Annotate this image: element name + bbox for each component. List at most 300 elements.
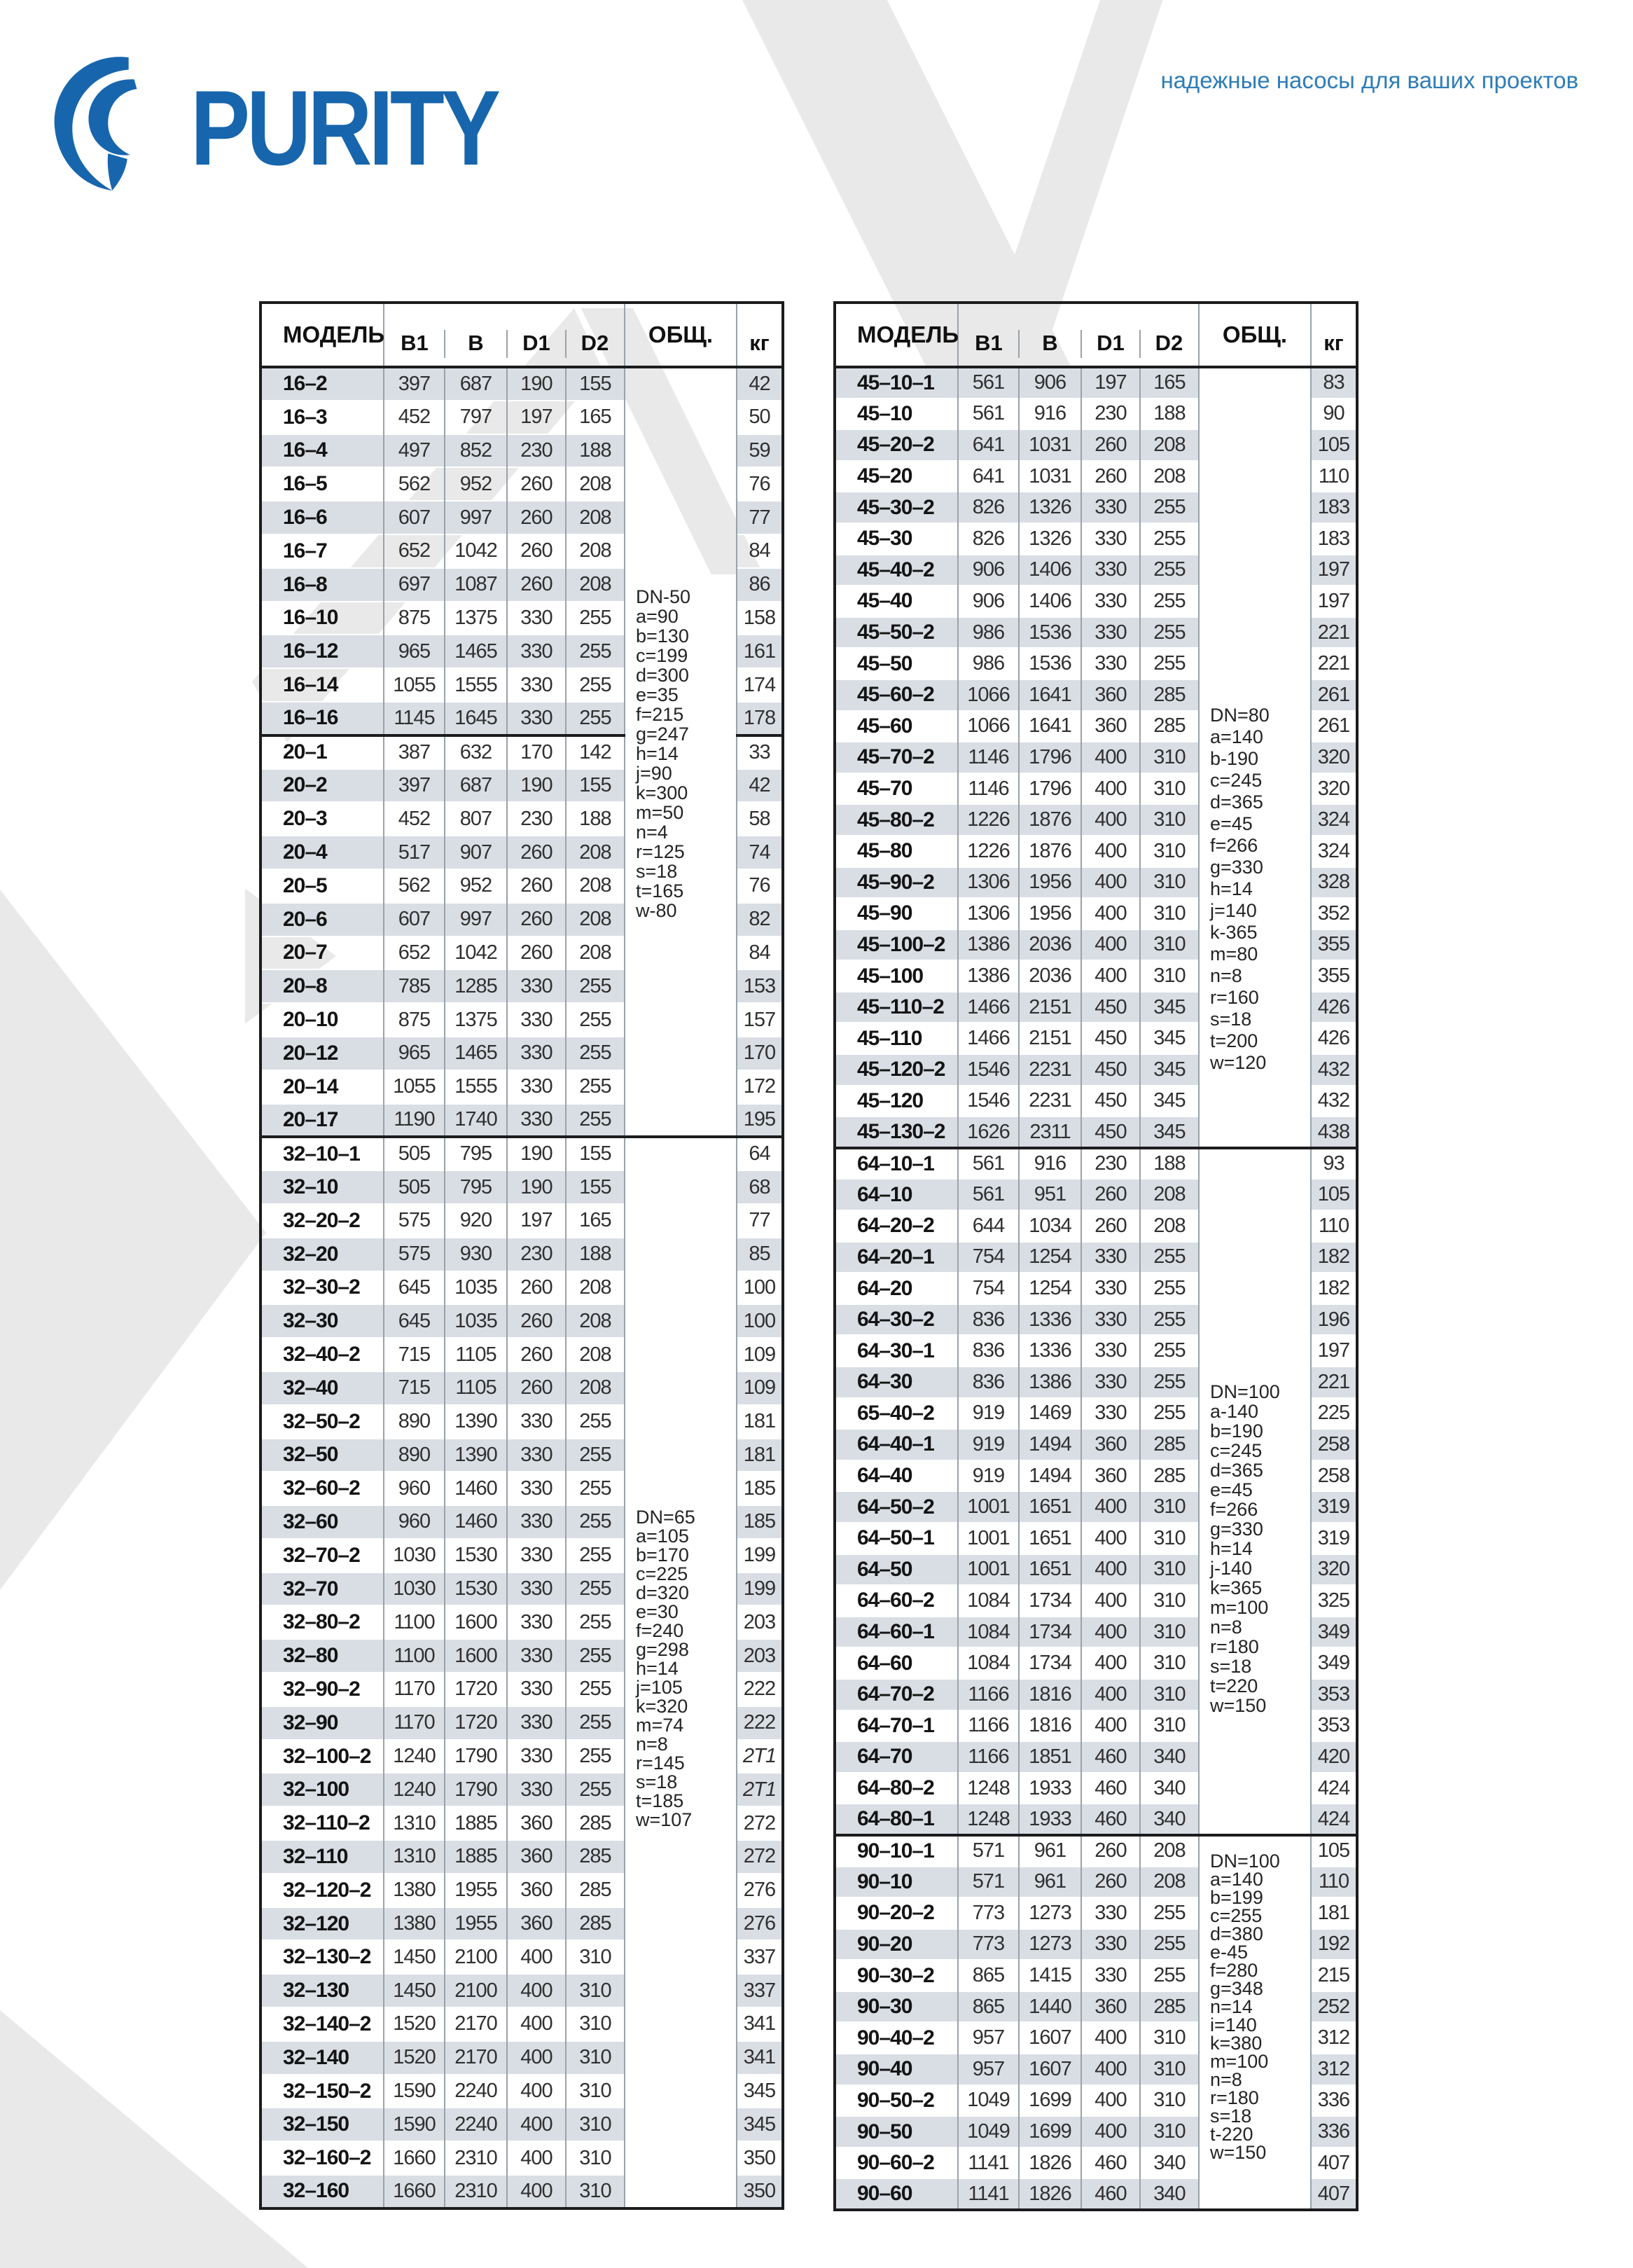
b-cell: 1406 [1019,555,1081,586]
b-cell: 1375 [445,1003,507,1037]
notes-line: w=150 [1210,1694,1267,1716]
b-cell: 1326 [1019,492,1081,523]
d2-cell: 255 [566,635,625,668]
d1-cell: 260 [507,1304,566,1338]
notes-line: t=185 [636,1790,684,1812]
b1-cell: 1226 [958,836,1019,867]
kg-cell: 153 [737,969,783,1003]
kg-cell: 174 [737,668,783,702]
kg-cell: 407 [1311,2178,1357,2210]
b-cell: 961 [1019,1835,1081,1867]
b1-cell: 1240 [384,1773,445,1806]
notes-line: DN=100 [1210,1381,1280,1402]
model-cell: 32–20–2 [260,1204,384,1238]
table-row [260,367,783,401]
model-cell: 64–70–1 [835,1710,958,1742]
d1-cell: 190 [507,367,566,401]
d2-cell: 255 [1140,523,1199,555]
notes-line: s=18 [636,1771,678,1793]
kg-cell: 2T1 [737,1740,783,1773]
d2-cell: 255 [1140,617,1199,649]
kg-cell: 328 [1311,867,1357,899]
d2-cell: 208 [566,1271,625,1305]
kg-cell: 337 [737,1940,783,1974]
notes-line: w=150 [1210,2141,1267,2163]
model-cell: 45–70–2 [835,742,958,773]
kg-cell: 183 [1311,492,1357,523]
d1-cell: 330 [507,1472,566,1505]
b1-cell: 865 [958,1991,1019,2023]
b-cell: 2231 [1019,1054,1081,1086]
d2-cell: 255 [1140,1367,1199,1398]
model-cell: 64–60–1 [835,1617,958,1648]
d2-cell: 310 [566,2108,625,2141]
model-cell: 20–2 [260,769,384,803]
b-cell: 1740 [445,1104,507,1138]
header-row [260,303,783,367]
notes-line: w-80 [636,900,677,921]
kg-cell: 424 [1311,1804,1357,1835]
d2-cell: 310 [1140,1679,1199,1710]
kg-cell: 276 [737,1907,783,1941]
kg-cell: 85 [737,1238,783,1271]
model-cell: 20–4 [260,836,384,869]
b1-cell: 754 [958,1242,1019,1273]
d2-cell: 208 [566,568,625,602]
d1-cell: 400 [1081,898,1140,929]
kg-cell: 261 [1311,679,1357,711]
column-header-kg: кг [1311,303,1357,367]
b1-cell: 505 [384,1170,445,1204]
b-cell: 1641 [1019,711,1081,742]
b1-cell: 1001 [958,1523,1019,1554]
b-cell: 1469 [1019,1398,1081,1430]
model-cell: 16–16 [260,702,384,735]
notes-line: a-140 [1210,1400,1259,1422]
model-cell: 20–1 [260,735,384,769]
d2-cell: 310 [1140,1523,1199,1554]
d2-cell: 310 [1140,773,1199,805]
kg-cell: 84 [737,534,783,568]
d1-cell: 460 [1081,2148,1140,2179]
d1-cell: 400 [1081,1585,1140,1617]
d1-cell: 400 [1081,1710,1140,1742]
model-cell: 45–50–2 [835,617,958,649]
b1-cell: 785 [384,969,445,1003]
notes-line: r=160 [1210,987,1259,1008]
notes-line: s=18 [1210,2105,1252,2127]
kg-cell: 161 [737,635,783,668]
notes-line: k=320 [636,1696,688,1717]
tagline: надежные насосы для ваших проектов [1160,67,1578,93]
purity-logo-icon [49,55,186,192]
b-cell: 1555 [445,668,507,702]
model-cell: 90–60 [835,2178,958,2210]
b1-cell: 1166 [958,1710,1019,1742]
d2-cell: 285 [566,1907,625,1941]
d2-cell: 255 [566,1037,625,1070]
d2-cell: 255 [566,1740,625,1773]
d2-cell: 255 [566,1572,625,1606]
d1-cell: 360 [1081,1991,1140,2023]
d1-cell: 460 [1081,1773,1140,1804]
model-cell: 32–150–2 [260,2075,384,2108]
kg-cell: 90 [1311,399,1357,430]
model-cell: 90–10 [835,1867,958,1898]
b-cell: 1956 [1019,898,1081,929]
b1-cell: 1546 [958,1086,1019,1117]
kg-cell: 76 [737,869,783,903]
b1-cell: 1310 [384,1840,445,1874]
d1-cell: 260 [507,1338,566,1371]
kg-cell: 105 [1311,1835,1357,1867]
d1-cell: 400 [507,2108,566,2141]
b-cell: 2310 [445,2175,507,2208]
d2-cell: 285 [566,1806,625,1840]
d2-cell: 208 [1140,1835,1199,1867]
d1-cell: 330 [507,602,566,635]
b-cell: 1955 [445,1907,507,1941]
model-cell: 16–7 [260,534,384,568]
model-cell: 16–3 [260,401,384,434]
d1-cell: 400 [1081,929,1140,961]
d1-cell: 400 [1081,1617,1140,1648]
d2-cell: 310 [1140,1585,1199,1617]
kg-cell: 83 [1311,367,1357,399]
model-cell: 32–70 [260,1572,384,1606]
b1-cell: 960 [384,1505,445,1539]
kg-cell: 355 [1311,960,1357,992]
b-cell: 795 [445,1170,507,1204]
d2-cell: 310 [1140,2054,1199,2085]
b1-cell: 836 [958,1367,1019,1398]
b1-cell: 1590 [384,2108,445,2141]
b1-cell: 562 [384,869,445,903]
kg-cell: 110 [1311,1867,1357,1898]
b-cell: 1336 [1019,1304,1081,1336]
model-cell: 45–110 [835,1023,958,1054]
kg-cell: 105 [1311,1179,1357,1210]
column-header-d1: D1 [507,303,566,367]
d2-cell: 155 [566,367,625,401]
notes-line: w=120 [1210,1052,1267,1073]
b-cell: 1885 [445,1840,507,1874]
kg-cell: 50 [737,401,783,434]
d2-cell: 208 [566,1338,625,1371]
model-cell: 90–20–2 [835,1897,958,1929]
b1-cell: 906 [958,586,1019,617]
model-cell: 32–70–2 [260,1539,384,1572]
notes-line: b=190 [1210,1420,1263,1441]
kg-cell: 196 [1311,1304,1357,1336]
d2-cell: 208 [1140,1179,1199,1210]
model-cell: 32–130–2 [260,1940,384,1974]
notes-line: j=140 [1210,900,1257,921]
model-cell: 20–10 [260,1003,384,1037]
d1-cell: 330 [507,1773,566,1806]
model-cell: 45–10 [835,399,958,430]
model-cell: 32–140–2 [260,2007,384,2041]
b-cell: 1600 [445,1639,507,1673]
d1-cell: 330 [507,635,566,668]
kg-cell: 320 [1311,1554,1357,1586]
notes-line: d=380 [1210,1923,1263,1944]
kg-cell: 319 [1311,1491,1357,1523]
kg-cell: 276 [737,1874,783,1907]
notes-line: s=18 [1210,1009,1252,1030]
b-cell: 852 [445,434,507,468]
b-cell: 1651 [1019,1491,1081,1523]
d2-cell: 255 [566,969,625,1003]
b-cell: 1465 [445,1037,507,1070]
column-header-d2: D2 [566,303,625,367]
b-cell: 1720 [445,1673,507,1706]
model-cell: 45–50 [835,648,958,679]
d2-cell: 142 [566,735,625,769]
b1-cell: 826 [958,492,1019,523]
d1-cell: 400 [1081,1523,1140,1554]
notes-line: m=100 [1210,2050,1269,2072]
notes-line: f=215 [636,704,684,725]
kg-cell: 77 [737,501,783,534]
b-cell: 1645 [445,702,507,735]
kg-cell: 350 [737,2141,783,2175]
model-cell: 45–60–2 [835,679,958,711]
notes-line: f=266 [1210,1498,1258,1520]
b1-cell: 571 [958,1867,1019,1898]
kg-cell: 320 [1311,742,1357,773]
b1-cell: 1049 [958,2085,1019,2117]
d2-cell: 208 [566,836,625,869]
b1-cell: 497 [384,434,445,468]
column-header-b1: B1 [958,303,1019,367]
model-cell: 32–160–2 [260,2141,384,2175]
b1-cell: 645 [384,1271,445,1305]
d2-cell: 255 [566,1405,625,1439]
d2-cell: 255 [566,1439,625,1472]
d1-cell: 260 [507,501,566,534]
d1-cell: 330 [507,1539,566,1572]
d2-cell: 255 [1140,492,1199,523]
b-cell: 916 [1019,1148,1081,1180]
b1-cell: 1310 [384,1806,445,1840]
d1-cell: 197 [507,1204,566,1238]
b1-cell: 1380 [384,1874,445,1907]
b-cell: 2151 [1019,1023,1081,1054]
b1-cell: 517 [384,836,445,869]
d2-cell: 255 [566,1706,625,1740]
d2-cell: 255 [566,702,625,735]
kg-cell: 86 [737,568,783,602]
d2-cell: 255 [566,1505,625,1539]
model-cell: 32–50 [260,1439,384,1472]
b1-cell: 960 [384,1472,445,1505]
notes-line: c=245 [1210,770,1263,791]
notes-line: k=300 [636,782,688,803]
b-cell: 1699 [1019,2116,1081,2148]
watermark-shape [0,890,266,1590]
column-header-obsh: ОБЩ. [1199,303,1311,367]
model-cell: 32–90–2 [260,1673,384,1706]
model-cell: 64–20–2 [835,1210,958,1242]
b1-cell: 1100 [384,1605,445,1639]
b-cell: 1876 [1019,836,1081,867]
b-cell: 1607 [1019,2054,1081,2085]
kg-cell: 355 [1311,929,1357,961]
d2-cell: 208 [566,467,625,501]
spec-table-left [259,301,784,2210]
d2-cell: 188 [566,1238,625,1271]
notes-line: h=14 [1210,1537,1253,1559]
kg-cell: 258 [1311,1429,1357,1460]
notes-line: b-190 [1210,748,1259,769]
notes-cell [625,367,737,1137]
model-cell: 45–30–2 [835,492,958,523]
notes-cell [1199,367,1311,1148]
notes-line: DN=100 [1210,1850,1280,1872]
b1-cell: 1001 [958,1491,1019,1523]
notes-line: n=8 [1210,2068,1242,2090]
d1-cell: 230 [507,434,566,468]
b-cell: 952 [445,467,507,501]
column-header-model: МОДЕЛЬ [260,303,384,367]
b-cell: 2036 [1019,929,1081,961]
d2-cell: 255 [1140,1335,1199,1367]
d1-cell: 330 [1081,1367,1140,1398]
d1-cell: 400 [1081,2022,1140,2054]
b-cell: 1790 [445,1740,507,1773]
notes-line: s=18 [1210,1655,1252,1677]
kg-cell: 59 [737,434,783,468]
b1-cell: 652 [384,534,445,568]
b1-cell: 754 [958,1273,1019,1304]
kg-cell: 182 [1311,1273,1357,1304]
b-cell: 1390 [445,1405,507,1439]
notes-line: k=380 [1210,2032,1263,2054]
d2-cell: 255 [566,1539,625,1572]
b-cell: 1273 [1019,1897,1081,1929]
model-cell: 45–80 [835,836,958,867]
model-cell: 64–30–1 [835,1335,958,1367]
b-cell: 1826 [1019,2148,1081,2179]
model-cell: 45–100 [835,960,958,992]
d2-cell: 165 [566,1204,625,1238]
d1-cell: 260 [507,869,566,903]
kg-cell: 324 [1311,804,1357,836]
b1-cell: 1306 [958,898,1019,929]
d1-cell: 450 [1081,1086,1140,1117]
model-cell: 64–60 [835,1647,958,1679]
b-cell: 951 [1019,1179,1081,1210]
spec-table-right [833,301,1358,2211]
notes-line: a=140 [1210,1868,1263,1890]
kg-cell: 181 [1311,1897,1357,1929]
d2-cell: 255 [566,1472,625,1505]
notes-line: c=225 [636,1563,688,1585]
kg-cell: 352 [1311,898,1357,929]
b-cell: 1406 [1019,586,1081,617]
d1-cell: 330 [507,1572,566,1606]
model-cell: 64–20 [835,1273,958,1304]
b1-cell: 641 [958,429,1019,461]
kg-cell: 195 [737,1104,783,1138]
b1-cell: 986 [958,617,1019,649]
d2-cell: 255 [1140,1242,1199,1273]
d1-cell: 400 [1081,836,1140,867]
kg-cell: 261 [1311,711,1357,742]
b-cell: 1254 [1019,1242,1081,1273]
b-cell: 2100 [445,1974,507,2007]
d1-cell: 400 [507,2141,566,2175]
d1-cell: 400 [1081,742,1140,773]
kg-cell: 33 [737,735,783,769]
b-cell: 1607 [1019,2022,1081,2054]
notes-line: w=107 [636,1809,693,1831]
b-cell: 1796 [1019,773,1081,805]
b1-cell: 561 [958,1179,1019,1210]
d2-cell: 255 [1140,1398,1199,1430]
model-cell: 64–60–2 [835,1585,958,1617]
kg-cell: 432 [1311,1086,1357,1117]
model-cell: 32–130 [260,1974,384,2007]
b-cell: 1851 [1019,1741,1081,1773]
b1-cell: 1386 [958,929,1019,961]
b-cell: 1031 [1019,461,1081,492]
notes-line: m=74 [636,1715,684,1736]
b-cell: 1530 [445,1572,507,1606]
d1-cell: 330 [507,1740,566,1773]
model-cell: 32–50–2 [260,1405,384,1439]
notes-line: h=14 [1210,878,1253,899]
b-cell: 1699 [1019,2085,1081,2117]
b-cell: 797 [445,401,507,434]
notes-line: e=45 [1210,813,1253,834]
model-cell: 16–2 [260,367,384,401]
kg-cell: 222 [737,1706,783,1740]
model-cell: 64–40 [835,1460,958,1492]
notes-line: g=330 [1210,1518,1263,1540]
b1-cell: 562 [384,467,445,501]
b-cell: 687 [445,367,507,401]
d2-cell: 208 [566,936,625,970]
d1-cell: 260 [1081,1835,1140,1867]
d2-cell: 285 [1140,1991,1199,2023]
kg-cell: 64 [737,1137,783,1170]
b-cell: 1031 [1019,429,1081,461]
model-cell: 45–90–2 [835,867,958,899]
notes-line: b=170 [636,1544,689,1566]
b-cell: 1494 [1019,1460,1081,1492]
b1-cell: 1450 [384,1974,445,2007]
notes-line: f=266 [1210,835,1258,856]
d2-cell: 255 [566,1070,625,1104]
model-cell: 90–60–2 [835,2148,958,2179]
kg-cell: 341 [737,2007,783,2041]
b1-cell: 1141 [958,2148,1019,2179]
notes-line: f=240 [636,1620,684,1642]
kg-cell: 341 [737,2041,783,2075]
d1-cell: 230 [507,1238,566,1271]
b-cell: 687 [445,769,507,803]
d1-cell: 400 [507,2175,566,2208]
model-cell: 45–80–2 [835,804,958,836]
d2-cell: 310 [566,1974,625,2007]
d2-cell: 310 [1140,929,1199,961]
d2-cell: 188 [566,434,625,468]
kg-cell: 324 [1311,836,1357,867]
b-cell: 916 [1019,399,1081,430]
table-row [835,1148,1357,1180]
